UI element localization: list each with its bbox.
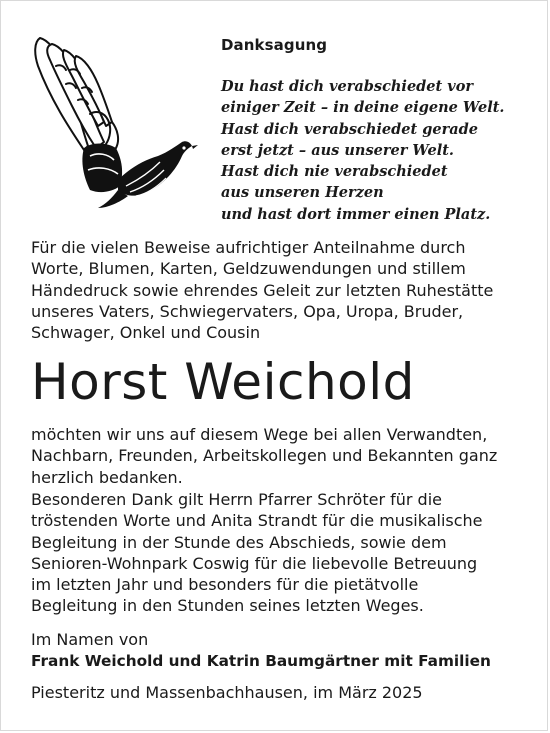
intro-line: Händedruck sowie ehrendes Geleit zur letzten Ruhestätte [31, 280, 494, 300]
poem-line: einiger Zeit – in deine eigene Welt. [221, 99, 505, 117]
poem [221, 76, 541, 225]
special-thanks-paragraph [31, 489, 531, 617]
intro-line: Worte, Blumen, Karten, Geldzuwendungen und stillem [31, 259, 466, 279]
special-thanks-line: Begleitung in der Stunde des Abschieds, sowie dem [31, 532, 447, 552]
praying-hands-dove-icon [26, 30, 202, 212]
poem-line: aus unseren Herzen [221, 184, 384, 202]
special-thanks-line: im letzten Jahr und besonders für die pietätvolle [31, 575, 419, 595]
intro-line: Für die vielen Beweise aufrichtiger Anteilnahme durch [31, 238, 466, 257]
closing-intro: Im Namen von [31, 630, 149, 649]
intro-paragraph [31, 237, 531, 343]
deceased-name: Horst Weichold [31, 353, 415, 411]
intro-line: Schwager, Onkel und Cousin [31, 323, 261, 343]
poem-line: und hast dort immer einen Platz. [221, 205, 491, 223]
thanks-line: möchten wir uns auf diesem Wege bei allen Verwandten, [31, 425, 488, 444]
special-thanks-line: Besonderen Dank gilt Herrn Pfarrer Schröter für die [31, 490, 442, 509]
special-thanks-line: tröstenden Worte und Anita Strandt für die musikalische [31, 511, 483, 531]
thanks-line: herzlich bedanken. [31, 467, 183, 487]
heading-title: Danksagung [221, 36, 328, 54]
poem-line: erst jetzt – aus unserer Welt. [221, 141, 454, 159]
thanks-paragraph [31, 424, 531, 488]
poem-line: Hast dich verabschiedet gerade [221, 120, 479, 138]
intro-line: unseres Vaters, Schwiegervaters, Opa, Uropa, Bruder, [31, 301, 464, 321]
thanks-line: Nachbarn, Freunden, Arbeitskollegen und Bekannten ganz [31, 446, 498, 466]
poem-line: Du hast dich verabschiedet vor [221, 78, 474, 95]
special-thanks-line: Senioren-Wohnpark Coswig für die liebevolle Betreuung [31, 553, 478, 573]
special-thanks-line: Begleitung in den Stunden seines letzten Weges. [31, 596, 424, 616]
poem-line: Hast dich nie verabschiedet [221, 163, 448, 181]
signatories: Frank Weichold und Katrin Baumgärtner mit Familien [31, 652, 491, 670]
place-date: Piesteritz und Massenbachhausen, im März 2025 [31, 683, 423, 702]
